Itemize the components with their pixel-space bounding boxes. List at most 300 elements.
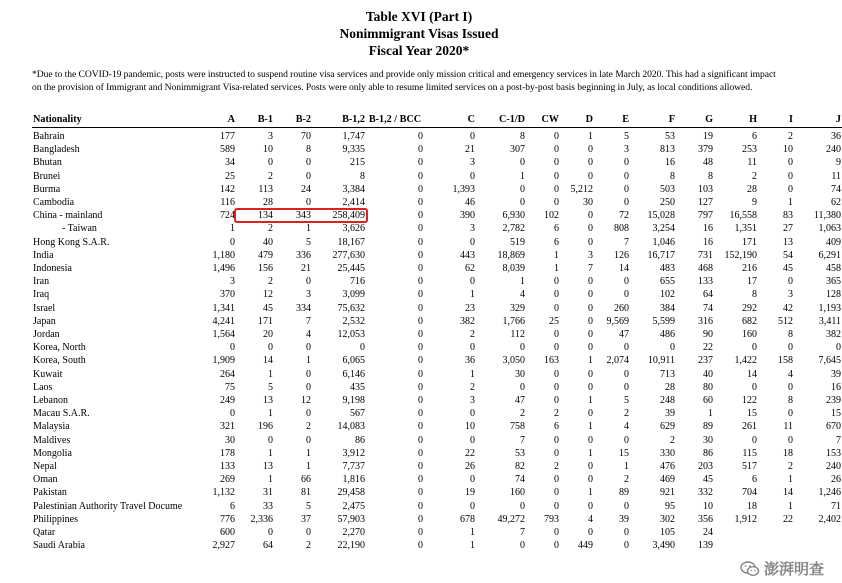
count-cell: 6: [752, 131, 757, 142]
table-row: [32, 170, 842, 183]
count-cell: 22,190: [337, 540, 365, 552]
count-cell: 370: [220, 289, 235, 301]
count-cell: 0: [470, 500, 475, 512]
count-cell: 1: [788, 197, 793, 209]
count-cell: 82: [515, 461, 525, 473]
count-cell: 458: [826, 263, 841, 275]
count-cell: 0: [306, 434, 311, 446]
count-cell: 716: [350, 276, 365, 288]
count-cell: 1: [588, 487, 593, 499]
count-cell: 8: [788, 395, 793, 407]
count-cell: 0: [520, 342, 525, 354]
count-cell: 0: [588, 474, 593, 486]
nationality-cell: Malaysia: [33, 421, 70, 433]
count-cell: 5: [624, 395, 629, 407]
nationality-cell: India: [33, 249, 54, 261]
table-row: [32, 341, 842, 354]
count-cell: 49,272: [497, 513, 525, 525]
count-cell: 0: [588, 315, 593, 327]
count-cell: 102: [660, 289, 675, 301]
count-cell: 0: [418, 540, 423, 552]
count-cell: 0: [554, 500, 559, 512]
count-cell: 6: [554, 223, 559, 235]
table-row: [32, 394, 842, 407]
column-header-10: E: [594, 113, 630, 128]
count-cell: 1: [230, 223, 235, 235]
count-cell: 6,065: [342, 355, 365, 367]
count-cell: 6,930: [502, 210, 525, 222]
table-row: [32, 473, 842, 486]
count-cell: 6: [230, 500, 235, 512]
count-cell: 0: [470, 474, 475, 486]
watermark-text: 澎湃明查: [763, 560, 824, 578]
count-cell: 3,626: [342, 223, 365, 235]
count-cell: 42: [783, 302, 793, 314]
count-cell: 261: [742, 421, 757, 433]
count-cell: 0: [418, 434, 423, 446]
nationality-cell: Philippines: [33, 513, 79, 525]
count-cell: 6: [554, 421, 559, 433]
count-cell: 1: [306, 461, 311, 473]
count-cell: 2,414: [342, 197, 365, 209]
count-cell: 258,409: [332, 210, 365, 222]
count-cell: 512: [778, 315, 793, 327]
count-cell: 142: [220, 183, 235, 195]
count-cell: 682: [742, 315, 757, 327]
table-row: [32, 222, 842, 235]
count-cell: 8: [788, 329, 793, 341]
count-cell: 18: [747, 500, 757, 512]
nationality-cell: Brunei: [33, 170, 61, 182]
count-cell: 0: [752, 342, 757, 354]
count-cell: 6,291: [818, 249, 841, 261]
count-cell: 4: [788, 368, 793, 380]
count-cell: 31: [263, 487, 273, 499]
count-cell: 2: [752, 170, 757, 182]
count-cell: 0: [306, 381, 311, 393]
count-cell: 4: [520, 289, 525, 301]
column-header-3: B-2: [274, 113, 312, 128]
count-cell: 239: [826, 395, 841, 407]
count-cell: 390: [460, 210, 475, 222]
table-row: [32, 513, 842, 526]
count-cell: 0: [520, 540, 525, 552]
count-cell: 248: [660, 395, 675, 407]
count-cell: 45: [783, 263, 793, 275]
count-cell: 0: [788, 381, 793, 393]
count-cell: 7: [520, 527, 525, 539]
count-cell: 334: [296, 302, 311, 314]
count-cell: 0: [268, 157, 273, 169]
count-cell: 160: [742, 329, 757, 341]
count-cell: [714, 539, 758, 552]
table-row: [32, 156, 842, 169]
count-cell: 13: [263, 395, 273, 407]
count-cell: 0: [624, 342, 629, 354]
count-cell: 797: [698, 210, 713, 222]
count-cell: 5,599: [652, 315, 675, 327]
nationality-cell: Iran: [33, 276, 50, 288]
count-cell: 0: [624, 540, 629, 552]
count-cell: 152,190: [724, 249, 757, 261]
count-cell: 86: [355, 434, 365, 446]
count-cell: 0: [624, 170, 629, 182]
nationality-cell: Korea, North: [33, 342, 86, 354]
count-cell: 1: [554, 263, 559, 275]
count-cell: 15: [747, 408, 757, 420]
count-cell: 449: [578, 540, 593, 552]
count-cell: 9,569: [606, 315, 629, 327]
count-cell: 0: [588, 302, 593, 314]
count-cell: 0: [554, 302, 559, 314]
count-cell: 0: [268, 342, 273, 354]
count-cell: 24: [301, 183, 311, 195]
count-cell: 321: [220, 421, 235, 433]
table-row: [32, 500, 842, 513]
count-cell: 776: [220, 513, 235, 525]
table-row: [32, 447, 842, 460]
count-cell: 0: [470, 170, 475, 182]
count-cell: 0: [520, 157, 525, 169]
count-cell: 2: [670, 434, 675, 446]
count-cell: 0: [624, 197, 629, 209]
count-cell: 0: [520, 197, 525, 209]
count-cell: 2: [788, 131, 793, 142]
count-cell: 11,380: [813, 210, 841, 222]
count-cell: 0: [624, 381, 629, 393]
count-cell: 1,341: [212, 302, 235, 314]
count-cell: 18: [783, 447, 793, 459]
count-cell: 0: [418, 421, 423, 433]
count-cell: 0: [418, 342, 423, 354]
count-cell: 808: [614, 223, 629, 235]
count-cell: 10,911: [647, 355, 675, 367]
count-cell: 115: [742, 447, 757, 459]
count-cell: 0: [418, 210, 423, 222]
count-cell: 1,909: [212, 355, 235, 367]
column-header-5: B-1,2 / BCC: [366, 113, 424, 128]
count-cell: 17: [747, 276, 757, 288]
table-row: [32, 302, 842, 315]
count-cell: 36: [831, 131, 841, 142]
table-row: [32, 209, 842, 222]
count-cell: 1: [470, 527, 475, 539]
count-cell: 655: [660, 276, 675, 288]
count-cell: 127: [698, 197, 713, 209]
count-cell: 503: [660, 183, 675, 195]
count-cell: 128: [826, 289, 841, 301]
nationality-cell: Mongolia: [33, 447, 72, 459]
count-cell: 704: [742, 487, 757, 499]
count-cell: 0: [418, 276, 423, 288]
count-cell: 0: [418, 513, 423, 525]
count-cell: 134: [258, 210, 273, 222]
count-cell: 5: [268, 381, 273, 393]
count-cell: 678: [460, 513, 475, 525]
count-cell: 30: [515, 368, 525, 380]
count-cell: 13: [783, 236, 793, 248]
table-row: [32, 420, 842, 433]
count-cell: 1,132: [212, 487, 235, 499]
count-cell: 0: [554, 276, 559, 288]
count-cell: 7: [624, 236, 629, 248]
column-header-7: C-1/D: [476, 113, 526, 128]
count-cell: 483: [660, 263, 675, 275]
count-cell: 382: [460, 315, 475, 327]
count-cell: 102: [544, 210, 559, 222]
count-cell: 332: [698, 487, 713, 499]
count-cell: 307: [510, 144, 525, 156]
count-cell: 9,335: [342, 144, 365, 156]
count-cell: 18,167: [337, 236, 365, 248]
count-cell: 14: [263, 355, 273, 367]
count-cell: 47: [515, 395, 525, 407]
count-cell: 0: [418, 170, 423, 182]
count-cell: 3,411: [818, 315, 841, 327]
count-cell: 216: [742, 263, 757, 275]
count-cell: 629: [660, 421, 675, 433]
count-cell: 16: [703, 223, 713, 235]
column-header-15: J: [794, 113, 842, 128]
count-cell: 2: [624, 408, 629, 420]
count-cell: 4: [306, 329, 311, 341]
count-cell: 2: [268, 223, 273, 235]
count-cell: 40: [263, 236, 273, 248]
count-cell: 2,782: [502, 223, 525, 235]
count-cell: 122: [742, 395, 757, 407]
count-cell: 133: [698, 276, 713, 288]
count-cell: 72: [619, 210, 629, 222]
count-cell: 0: [418, 315, 423, 327]
count-cell: 0: [418, 408, 423, 420]
count-cell: 0: [788, 408, 793, 420]
count-cell: 0: [588, 329, 593, 341]
count-cell: 0: [624, 276, 629, 288]
count-cell: 0: [554, 527, 559, 539]
count-cell: 5: [306, 500, 311, 512]
count-cell: 20: [263, 329, 273, 341]
count-cell: 0: [554, 342, 559, 354]
count-cell: 5,212: [570, 183, 593, 195]
count-cell: 62: [465, 263, 475, 275]
nationality-cell: Bahrain: [33, 131, 65, 142]
count-cell: 7: [836, 434, 841, 446]
count-cell: 0: [588, 527, 593, 539]
count-cell: 1,046: [652, 236, 675, 248]
table-title: Table XVI (Part I): [365, 9, 473, 24]
table-row: [32, 128, 842, 144]
count-cell: 23: [465, 302, 475, 314]
count-cell: 10: [703, 500, 713, 512]
count-cell: 30: [225, 434, 235, 446]
count-cell: 517: [742, 461, 757, 473]
count-cell: 0: [588, 500, 593, 512]
count-cell: 1,766: [502, 315, 525, 327]
count-cell: 30: [703, 434, 713, 446]
count-cell: 0: [588, 461, 593, 473]
count-cell: 15: [619, 447, 629, 459]
count-cell: 589: [220, 144, 235, 156]
count-cell: 62: [831, 197, 841, 209]
covid-note-line-1: *Due to the COVID-19 pandemic, posts were instructed to suspend routine visa services and provide only mission critical and emergency services in late March 2020. This had a significant impact: [32, 69, 776, 80]
count-cell: 75,632: [337, 302, 365, 314]
count-cell: 26: [465, 461, 475, 473]
nationality-cell: Bangladesh: [33, 144, 80, 156]
table-row: [32, 486, 842, 499]
nationality-cell: Bhutan: [33, 157, 62, 169]
column-header-8: CW: [526, 113, 560, 128]
count-cell: 10: [263, 144, 273, 156]
table-body: [32, 128, 842, 553]
count-cell: 379: [698, 144, 713, 156]
table-row: [32, 368, 842, 381]
count-cell: 0: [418, 263, 423, 275]
nationality-cell: Nepal: [33, 461, 57, 473]
count-cell: 5: [306, 236, 311, 248]
count-cell: 171: [258, 315, 273, 327]
count-cell: 0: [418, 487, 423, 499]
count-cell: 1,351: [734, 223, 757, 235]
table-row: [32, 275, 842, 288]
count-cell: 356: [698, 513, 713, 525]
count-cell: 1: [588, 131, 593, 142]
count-cell: 1,193: [818, 302, 841, 314]
highlight-box: [234, 208, 368, 223]
nationality-cell: Qatar: [33, 527, 56, 539]
count-cell: 83: [783, 210, 793, 222]
count-cell: 2: [624, 474, 629, 486]
count-cell: 14: [747, 368, 757, 380]
count-cell: 1: [268, 408, 273, 420]
table-row: [32, 143, 842, 156]
count-cell: 0: [360, 342, 365, 354]
count-cell: 1: [268, 368, 273, 380]
nationality-cell: Maldives: [33, 434, 71, 446]
column-header-6: C: [424, 113, 476, 128]
count-cell: 2,074: [606, 355, 629, 367]
count-cell: 28: [747, 183, 757, 195]
count-cell: 0: [230, 342, 235, 354]
count-cell: 1,422: [734, 355, 757, 367]
count-cell: 22: [703, 342, 713, 354]
count-cell: 9: [752, 197, 757, 209]
count-cell: 1,816: [342, 474, 365, 486]
column-header-4: B-1,2: [312, 113, 366, 128]
count-cell: 0: [418, 236, 423, 248]
count-cell: 21: [301, 263, 311, 275]
count-cell: [714, 526, 758, 539]
count-cell: 0: [520, 183, 525, 195]
count-cell: 64: [703, 289, 713, 301]
count-cell: 0: [588, 276, 593, 288]
count-cell: 156: [258, 263, 273, 275]
count-cell: 713: [660, 368, 675, 380]
count-cell: 66: [301, 474, 311, 486]
count-cell: 103: [698, 183, 713, 195]
table-row: [32, 288, 842, 301]
count-cell: 7: [520, 434, 525, 446]
count-cell: 30: [583, 197, 593, 209]
count-cell: 0: [788, 183, 793, 195]
count-cell: 80: [703, 381, 713, 393]
table-row: [32, 381, 842, 394]
nationality-cell: Laos: [33, 381, 53, 393]
nationality-cell: Pakistan: [33, 487, 67, 499]
count-cell: 10: [783, 144, 793, 156]
count-cell: 1,496: [212, 263, 235, 275]
count-cell: 95: [665, 500, 675, 512]
count-cell: 0: [418, 144, 423, 156]
count-cell: 0: [554, 157, 559, 169]
count-cell: 48: [703, 157, 713, 169]
nonimmigrant-visa-table: [32, 113, 842, 553]
count-cell: 0: [554, 197, 559, 209]
count-cell: 2: [306, 540, 311, 552]
count-cell: 6: [752, 474, 757, 486]
count-cell: 2,927: [212, 540, 235, 552]
count-cell: 12,053: [337, 329, 365, 341]
nationality-cell: Indonesia: [33, 263, 72, 275]
count-cell: 0: [268, 434, 273, 446]
count-cell: 0: [418, 302, 423, 314]
count-cell: 3,490: [652, 540, 675, 552]
count-cell: 33: [263, 500, 273, 512]
nationality-cell: - Taiwan: [62, 223, 97, 235]
count-cell: 2,402: [818, 513, 841, 525]
count-cell: 0: [306, 368, 311, 380]
table-row: [32, 539, 842, 552]
count-cell: 7,737: [342, 461, 365, 473]
count-cell: 113: [258, 183, 273, 195]
count-cell: 0: [554, 144, 559, 156]
count-cell: 0: [230, 408, 235, 420]
nationality-cell: Israel: [33, 302, 56, 314]
count-cell: 3: [306, 289, 311, 301]
count-cell: 18,869: [497, 249, 525, 261]
count-cell: 153: [826, 447, 841, 459]
count-cell: 0: [306, 342, 311, 354]
count-cell: 2: [554, 408, 559, 420]
count-cell: 0: [418, 395, 423, 407]
count-cell: 0: [554, 395, 559, 407]
count-cell: 0: [588, 144, 593, 156]
count-cell: 2,532: [342, 315, 365, 327]
count-cell: 0: [788, 170, 793, 182]
count-cell: 39: [831, 368, 841, 380]
count-cell: 0: [588, 236, 593, 248]
count-cell: 0: [470, 276, 475, 288]
count-cell: 8: [708, 170, 713, 182]
count-cell: 7: [306, 315, 311, 327]
count-cell: 329: [510, 302, 525, 314]
count-cell: 0: [788, 276, 793, 288]
count-cell: 0: [230, 236, 235, 248]
count-cell: 2: [470, 381, 475, 393]
nationality-cell: China - mainland: [33, 210, 103, 222]
count-cell: [758, 539, 794, 552]
nationality-cell: Oman: [33, 474, 58, 486]
count-cell: 758: [510, 421, 525, 433]
count-cell: 8: [752, 289, 757, 301]
count-cell: 139: [698, 540, 713, 552]
count-cell: 0: [418, 447, 423, 459]
count-cell: 1: [708, 408, 713, 420]
count-cell: 6: [554, 236, 559, 248]
count-cell: 64: [263, 540, 273, 552]
count-cell: 0: [554, 289, 559, 301]
column-header-1: A: [202, 113, 236, 128]
count-cell: 921: [660, 487, 675, 499]
